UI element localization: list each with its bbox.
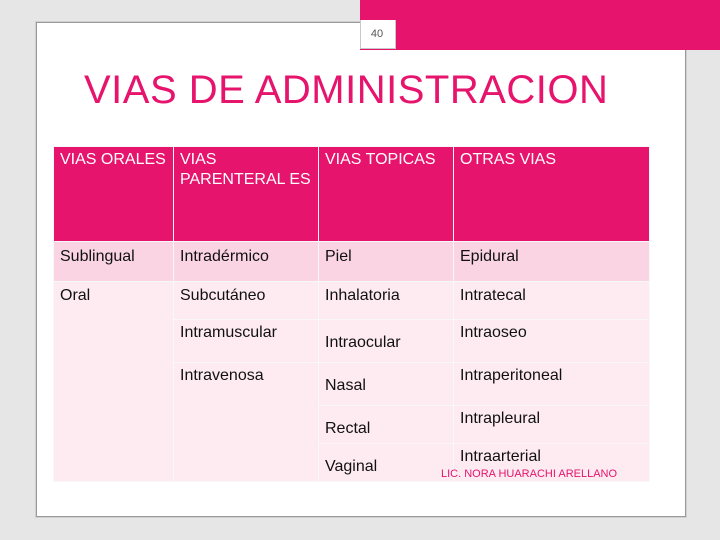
- cell-topica: [319, 363, 454, 406]
- cell-topica: Piel: [319, 242, 454, 282]
- table-header-row: [54, 147, 650, 242]
- cell-otra: Intratecal: [454, 282, 650, 320]
- cell-parenteral: Intramuscular: [174, 320, 319, 363]
- cell-topica-text: Rectal: [325, 420, 371, 437]
- cell-otra: Epidural: [454, 242, 650, 282]
- routes-table: [53, 146, 650, 482]
- cell-topica: [319, 406, 454, 444]
- author-credit: LIC. NORA HUARACHI ARELLANO: [441, 468, 618, 480]
- table-row: [54, 282, 650, 320]
- cell-oral: Oral: [54, 282, 174, 482]
- page-number: 40: [370, 28, 384, 40]
- table-row: [54, 242, 650, 282]
- cell-topica-text: Vaginal: [325, 458, 378, 475]
- cell-topica: [319, 444, 454, 482]
- cell-topica: Inhalatoria: [319, 282, 454, 320]
- header-vias-orales: VIAS ORALES: [54, 147, 174, 242]
- header-otras-vias: OTRAS VIAS: [454, 147, 650, 242]
- cell-parenteral: Subcutáneo: [174, 282, 319, 320]
- slide-title: VIAS DE ADMINISTRACION: [84, 68, 609, 112]
- cell-oral: Sublingual: [54, 242, 174, 282]
- cell-otra: Intraperitoneal: [454, 363, 650, 406]
- cell-topica-text: Nasal: [325, 377, 366, 394]
- accent-bar: [360, 0, 720, 50]
- header-vias-parenterales: VIAS PARENTERAL ES: [174, 147, 319, 242]
- cell-parenteral: Intravenosa: [174, 363, 319, 482]
- header-vias-topicas: VIAS TOPICAS: [319, 147, 454, 242]
- cell-topica-text: Intraocular: [325, 334, 401, 351]
- cell-otra: Intraoseo: [454, 320, 650, 363]
- cell-topica: [319, 320, 454, 363]
- cell-otra: Intraarterial: [454, 444, 650, 482]
- cell-otra: Intrapleural: [454, 406, 650, 444]
- cell-parenteral: Intradérmico: [174, 242, 319, 282]
